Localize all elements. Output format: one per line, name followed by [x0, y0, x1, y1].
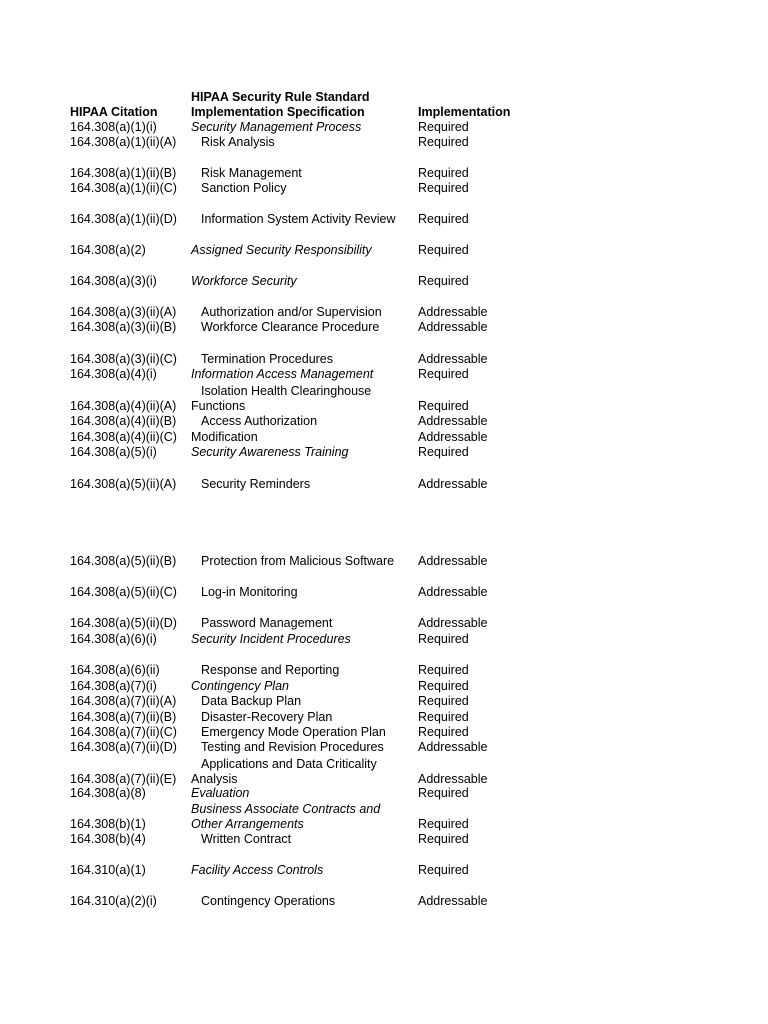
implementation-cell: Required [418, 632, 469, 646]
citation-cell: 164.308(a)(5)(ii)(D) [70, 616, 177, 630]
implementation-cell: Addressable [418, 477, 488, 491]
implementation-cell: Addressable [418, 305, 488, 319]
citation-cell: 164.308(a)(1)(ii)(D) [70, 212, 177, 226]
citation-cell: 164.308(a)(2) [70, 243, 146, 257]
citation-cell: 164.308(a)(1)(i) [70, 120, 157, 134]
specification-cell: Data Backup Plan [201, 694, 302, 708]
implementation-cell: Addressable [418, 430, 488, 444]
implementation-cell: Addressable [418, 585, 488, 599]
citation-cell: 164.308(a)(3)(i) [70, 274, 157, 288]
specification-cell: Log-in Monitoring [201, 585, 298, 599]
specification-cell: Emergency Mode Operation Plan [201, 725, 386, 739]
standard-cell: Security Awareness Training [191, 445, 349, 459]
implementation-cell: Addressable [418, 772, 488, 786]
standard-cell-continued: Other Arrangements [191, 817, 304, 831]
citation-cell: 164.308(a)(5)(ii)(A) [70, 477, 177, 491]
specification-cell: Testing and Revision Procedures [201, 740, 384, 754]
standard-cell: Evaluation [191, 786, 250, 800]
implementation-cell: Required [418, 181, 469, 195]
citation-cell: 164.308(a)(7)(i) [70, 679, 157, 693]
implementation-cell: Required [418, 663, 469, 677]
implementation-cell: Required [418, 725, 469, 739]
citation-cell: 164.308(a)(7)(ii)(B) [70, 710, 177, 724]
specification-cell-continued: Analysis [191, 772, 238, 786]
implementation-cell: Addressable [418, 320, 488, 334]
citation-cell: 164.308(a)(6)(i) [70, 632, 157, 646]
header-citation: HIPAA Citation [70, 105, 158, 119]
implementation-cell: Required [418, 786, 469, 800]
implementation-cell: Addressable [418, 352, 488, 366]
citation-cell: 164.310(a)(1) [70, 863, 146, 877]
implementation-cell: Required [418, 399, 469, 413]
citation-cell: 164.308(a)(7)(ii)(C) [70, 725, 177, 739]
implementation-cell: Required [418, 243, 469, 257]
specification-cell: Termination Procedures [201, 352, 334, 366]
citation-cell: 164.308(a)(1)(ii)(C) [70, 181, 177, 195]
specification-cell: Sanction Policy [201, 181, 287, 195]
citation-cell: 164.308(a)(4)(ii)(A) [70, 399, 177, 413]
implementation-cell: Addressable [418, 554, 488, 568]
citation-cell: 164.308(a)(5)(i) [70, 445, 157, 459]
implementation-cell: Required [418, 694, 469, 708]
implementation-cell: Addressable [418, 740, 488, 754]
specification-cell: Security Reminders [201, 477, 311, 491]
citation-cell: 164.308(a)(7)(ii)(A) [70, 694, 177, 708]
specification-cell: Disaster-Recovery Plan [201, 710, 333, 724]
implementation-cell: Required [418, 135, 469, 149]
standard-cell: Business Associate Contracts and [191, 802, 381, 816]
standard-cell: Workforce Security [191, 274, 297, 288]
standard-cell: Contingency Plan [191, 679, 289, 693]
citation-cell: 164.308(a)(4)(ii)(B) [70, 414, 177, 428]
implementation-cell: Required [418, 710, 469, 724]
implementation-cell: Addressable [418, 414, 488, 428]
citation-cell: 164.310(a)(2)(i) [70, 894, 157, 908]
citation-cell: 164.308(a)(5)(ii)(B) [70, 554, 177, 568]
implementation-cell: Required [418, 832, 469, 846]
specification-cell: Authorization and/or Supervision [201, 305, 382, 319]
standard-cell: Assigned Security Responsibility [191, 243, 372, 257]
specification-cell: Isolation Health Clearinghouse [201, 384, 372, 398]
implementation-cell: Required [418, 863, 469, 877]
implementation-cell: Required [418, 274, 469, 288]
citation-cell: 164.308(a)(4)(i) [70, 367, 157, 381]
specification-cell: Risk Analysis [201, 135, 275, 149]
citation-cell: 164.308(a)(3)(ii)(A) [70, 305, 177, 319]
standard-cell: Facility Access Controls [191, 863, 324, 877]
specification-cell-continued: Functions [191, 399, 246, 413]
header-standard-line1: HIPAA Security Rule Standard [191, 90, 370, 104]
implementation-cell: Required [418, 817, 469, 831]
standard-cell: Security Management Process [191, 120, 362, 134]
citation-cell: 164.308(a)(5)(ii)(C) [70, 585, 177, 599]
specification-cell: Risk Management [201, 166, 302, 180]
specification-cell: Modification [191, 430, 258, 444]
implementation-cell: Addressable [418, 616, 488, 630]
specification-cell: Written Contract [201, 832, 292, 846]
citation-cell: 164.308(a)(1)(ii)(B) [70, 166, 177, 180]
implementation-cell: Required [418, 212, 469, 226]
citation-cell: 164.308(a)(3)(ii)(B) [70, 320, 177, 334]
standard-cell: Security Incident Procedures [191, 632, 351, 646]
specification-cell: Information System Activity Review [201, 212, 396, 226]
header-standard-line2: Implementation Specification [191, 105, 365, 119]
citation-cell: 164.308(a)(6)(ii) [70, 663, 160, 677]
citation-cell: 164.308(b)(4) [70, 832, 146, 846]
citation-cell: 164.308(a)(7)(ii)(D) [70, 740, 177, 754]
implementation-cell: Required [418, 120, 469, 134]
specification-cell: Contingency Operations [201, 894, 336, 908]
citation-cell: 164.308(b)(1) [70, 817, 146, 831]
specification-cell: Applications and Data Criticality [201, 757, 377, 771]
implementation-cell: Required [418, 367, 469, 381]
specification-cell: Response and Reporting [201, 663, 340, 677]
citation-cell: 164.308(a)(1)(ii)(A) [70, 135, 177, 149]
implementation-cell: Required [418, 445, 469, 459]
implementation-cell: Required [418, 166, 469, 180]
citation-cell: 164.308(a)(3)(ii)(C) [70, 352, 177, 366]
implementation-cell: Addressable [418, 894, 488, 908]
header-implementation: Implementation [418, 105, 511, 119]
specification-cell: Workforce Clearance Procedure [201, 320, 380, 334]
implementation-cell: Required [418, 679, 469, 693]
specification-cell: Access Authorization [201, 414, 318, 428]
specification-cell: Protection from Malicious Software [201, 554, 395, 568]
citation-cell: 164.308(a)(8) [70, 786, 146, 800]
citation-cell: 164.308(a)(4)(ii)(C) [70, 430, 177, 444]
standard-cell: Information Access Management [191, 367, 374, 381]
specification-cell: Password Management [201, 616, 333, 630]
citation-cell: 164.308(a)(7)(ii)(E) [70, 772, 177, 786]
